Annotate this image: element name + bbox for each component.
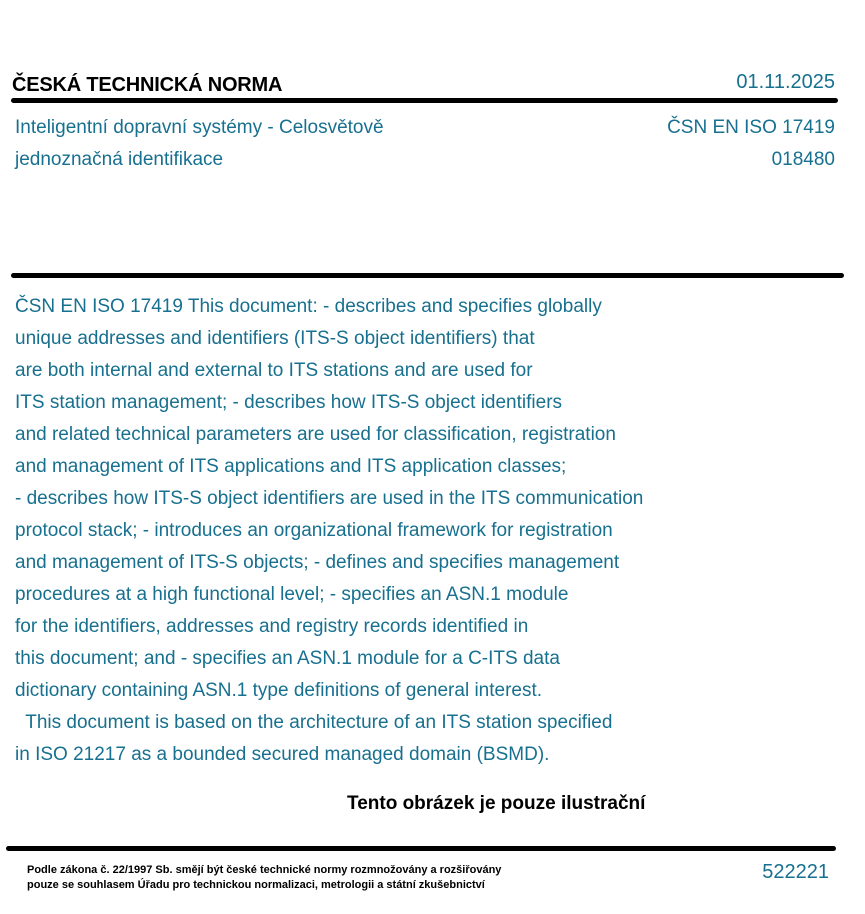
section-divider [11, 273, 844, 278]
top-divider [11, 98, 838, 103]
abstract-line: and related technical parameters are used for classification, registration [15, 424, 616, 445]
catalog-number: 018480 [771, 149, 835, 170]
abstract-line: in ISO 21217 as a bounded secured managed domain (BSMD). [15, 744, 550, 765]
abstract-line: dictionary containing ASN.1 type definitions of general interest. [15, 680, 543, 701]
title-line-1: Inteligentní dopravní systémy - Celosvětově [15, 117, 384, 138]
legal-line: pouze se souhlasem Úřadu pro technickou normalizaci, metrologii a státní zkušebnictví [27, 879, 485, 891]
footer-divider [6, 846, 836, 851]
standard-code: ČSN EN ISO 17419 [667, 117, 835, 138]
abstract-line: and management of ITS-S objects; - defines and specifies management [15, 552, 620, 573]
abstract-line: procedures at a high functional level; - specifies an ASN.1 module [15, 584, 569, 605]
abstract-line: unique addresses and identifiers (ITS-S object identifiers) that [15, 328, 535, 349]
abstract-line: ITS station management; - describes how ITS-S object identifiers [15, 392, 563, 413]
abstract-line: are both internal and external to ITS stations and are used for [15, 360, 533, 381]
title-line-2: jednoznačná identifikace [15, 149, 224, 170]
abstract-text [15, 291, 643, 771]
illustration-note: Tento obrázek je pouze ilustrační [347, 793, 646, 814]
publication-date: 01.11.2025 [736, 71, 835, 93]
abstract-line: ČSN EN ISO 17419 This document: - describes and specifies globally [15, 296, 602, 317]
abstract-line: this document; and - specifies an ASN.1 module for a C-ITS data [15, 648, 560, 669]
abstract-line: This document is based on the architecture of an ITS station specified [15, 712, 613, 733]
abstract-line: for the identifiers, addresses and registry records identified in [15, 616, 529, 637]
legal-notice [27, 863, 501, 893]
abstract-line: - describes how ITS-S object identifiers are used in the ITS communication [15, 488, 644, 509]
norm-label: ČESKÁ TECHNICKÁ NORMA [12, 74, 283, 96]
abstract-line: and management of ITS applications and ITS application classes; [15, 456, 567, 477]
document-id: 522221 [762, 861, 829, 883]
legal-line: Podle zákona č. 22/1997 Sb. smějí být české technické normy rozmnožovány a rozšiřovány [27, 864, 502, 876]
abstract-line: protocol stack; - introduces an organizational framework for registration [15, 520, 613, 541]
